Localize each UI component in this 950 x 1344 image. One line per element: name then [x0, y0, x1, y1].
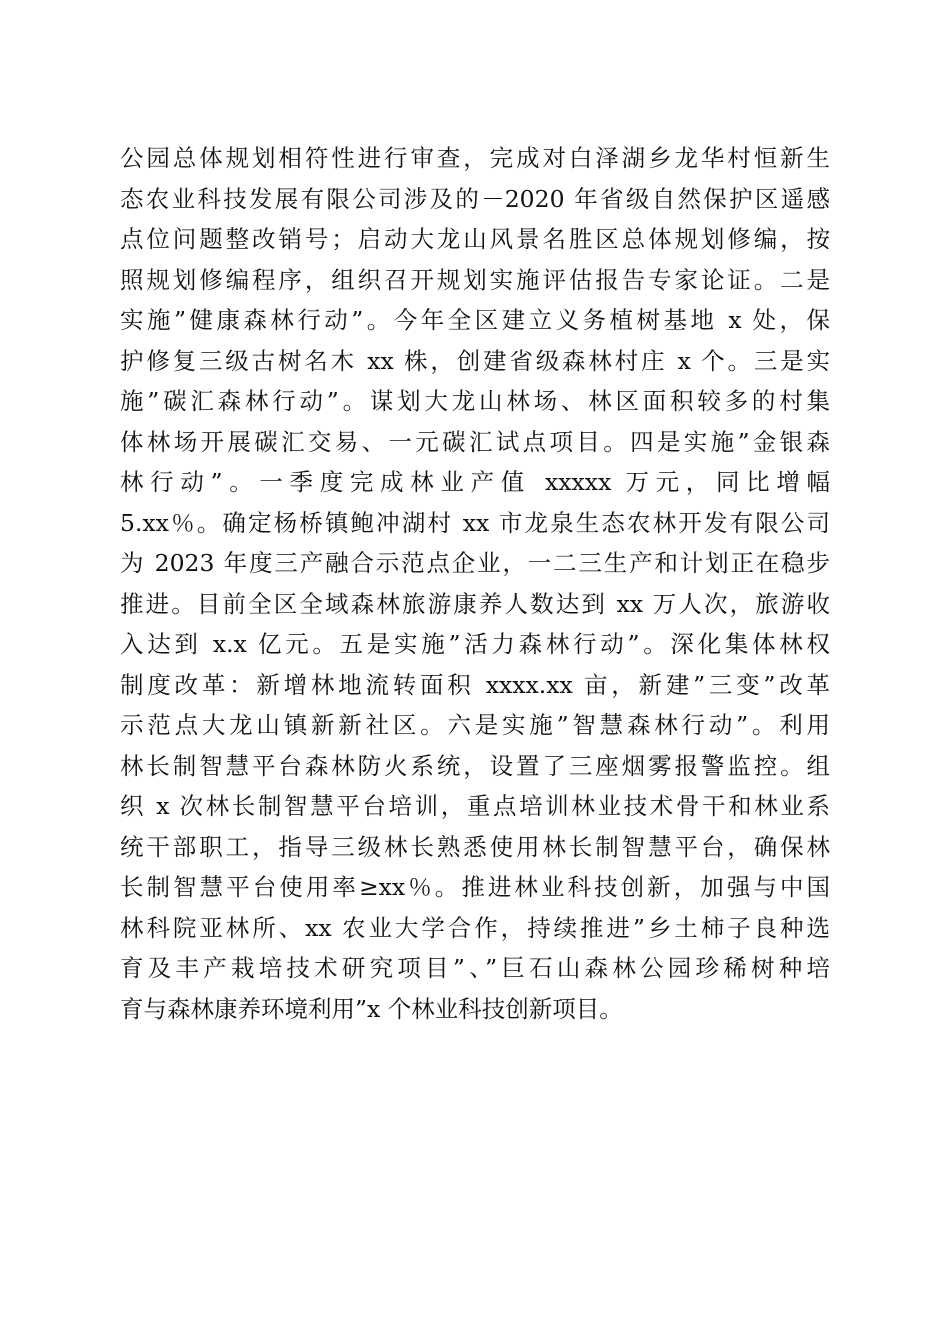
text-line: 推进。目前全区全域森林旅游康养人数达到 xx 万人次，旅游收 [120, 589, 830, 618]
text-line: 点位问题整改销号；启动大龙山风景名胜区总体规划修编，按 [120, 225, 830, 253]
text-line: 林科院亚林所、xx 农业大学合作，持续推进”乡土柿子良种选 [120, 913, 830, 942]
text-line: 为 2023 年度三产融合示范点企业，一二三生产和计划正在稳步 [120, 549, 830, 577]
text-line: 制度改革：新增林地流转面积 xxxx.xx 亩，新建”三变”改革 [120, 670, 830, 699]
text-line: 林行动”。一季度完成林业产值 xxxxx 万元，同比增幅 [120, 468, 830, 496]
text-line: 统干部职工，指导三级林长熟悉使用林长制智慧平台，确保林 [120, 832, 830, 861]
body-paragraph [120, 138, 830, 1029]
text-line: 育及丰产栽培技术研究项目”、”巨石山森林公园珍稀树种培 [120, 954, 830, 982]
text-line: 体林场开展碳汇交易、一元碳汇试点项目。四是实施”金银森 [120, 427, 830, 456]
text-line: 态农业科技发展有限公司涉及的－2020 年省级自然保护区遥感 [120, 184, 830, 213]
text-line: 公园总体规划相符性进行审查，完成对白泽湖乡龙华村恒新生 [120, 144, 830, 172]
text-line: 林长制智慧平台森林防火系统，设置了三座烟雾报警监控。组 [120, 751, 830, 780]
text-line: 长制智慧平台使用率≥xx％。推进林业科技创新，加强与中国 [120, 873, 830, 901]
text-line: 入达到 x.x 亿元。五是实施”活力森林行动”。深化集体林权 [120, 630, 830, 658]
text-line: 施”碳汇森林行动”。谋划大龙山林场、林区面积较多的村集 [120, 387, 830, 415]
text-line: 护修复三级古树名木 xx 株，创建省级森林村庄 x 个。三是实 [120, 346, 830, 375]
text-line: 织 x 次林长制智慧平台培训，重点培训林业技术骨干和林业系 [120, 792, 830, 820]
text-line: 照规划修编程序，组织召开规划实施评估报告专家论证。二是 [120, 265, 830, 294]
text-line: 5.xx％。确定杨桥镇鲍冲湖村 xx 市龙泉生态农林开发有限公司 [120, 508, 830, 537]
text-line-last: 育与森林康养环境利用”x 个林业科技创新项目。 [120, 994, 623, 1023]
text-line: 示范点大龙山镇新新社区。六是实施”智慧森林行动”。利用 [120, 711, 830, 739]
text-line: 实施”健康森林行动”。今年全区建立义务植树基地 x 处，保 [120, 306, 830, 334]
